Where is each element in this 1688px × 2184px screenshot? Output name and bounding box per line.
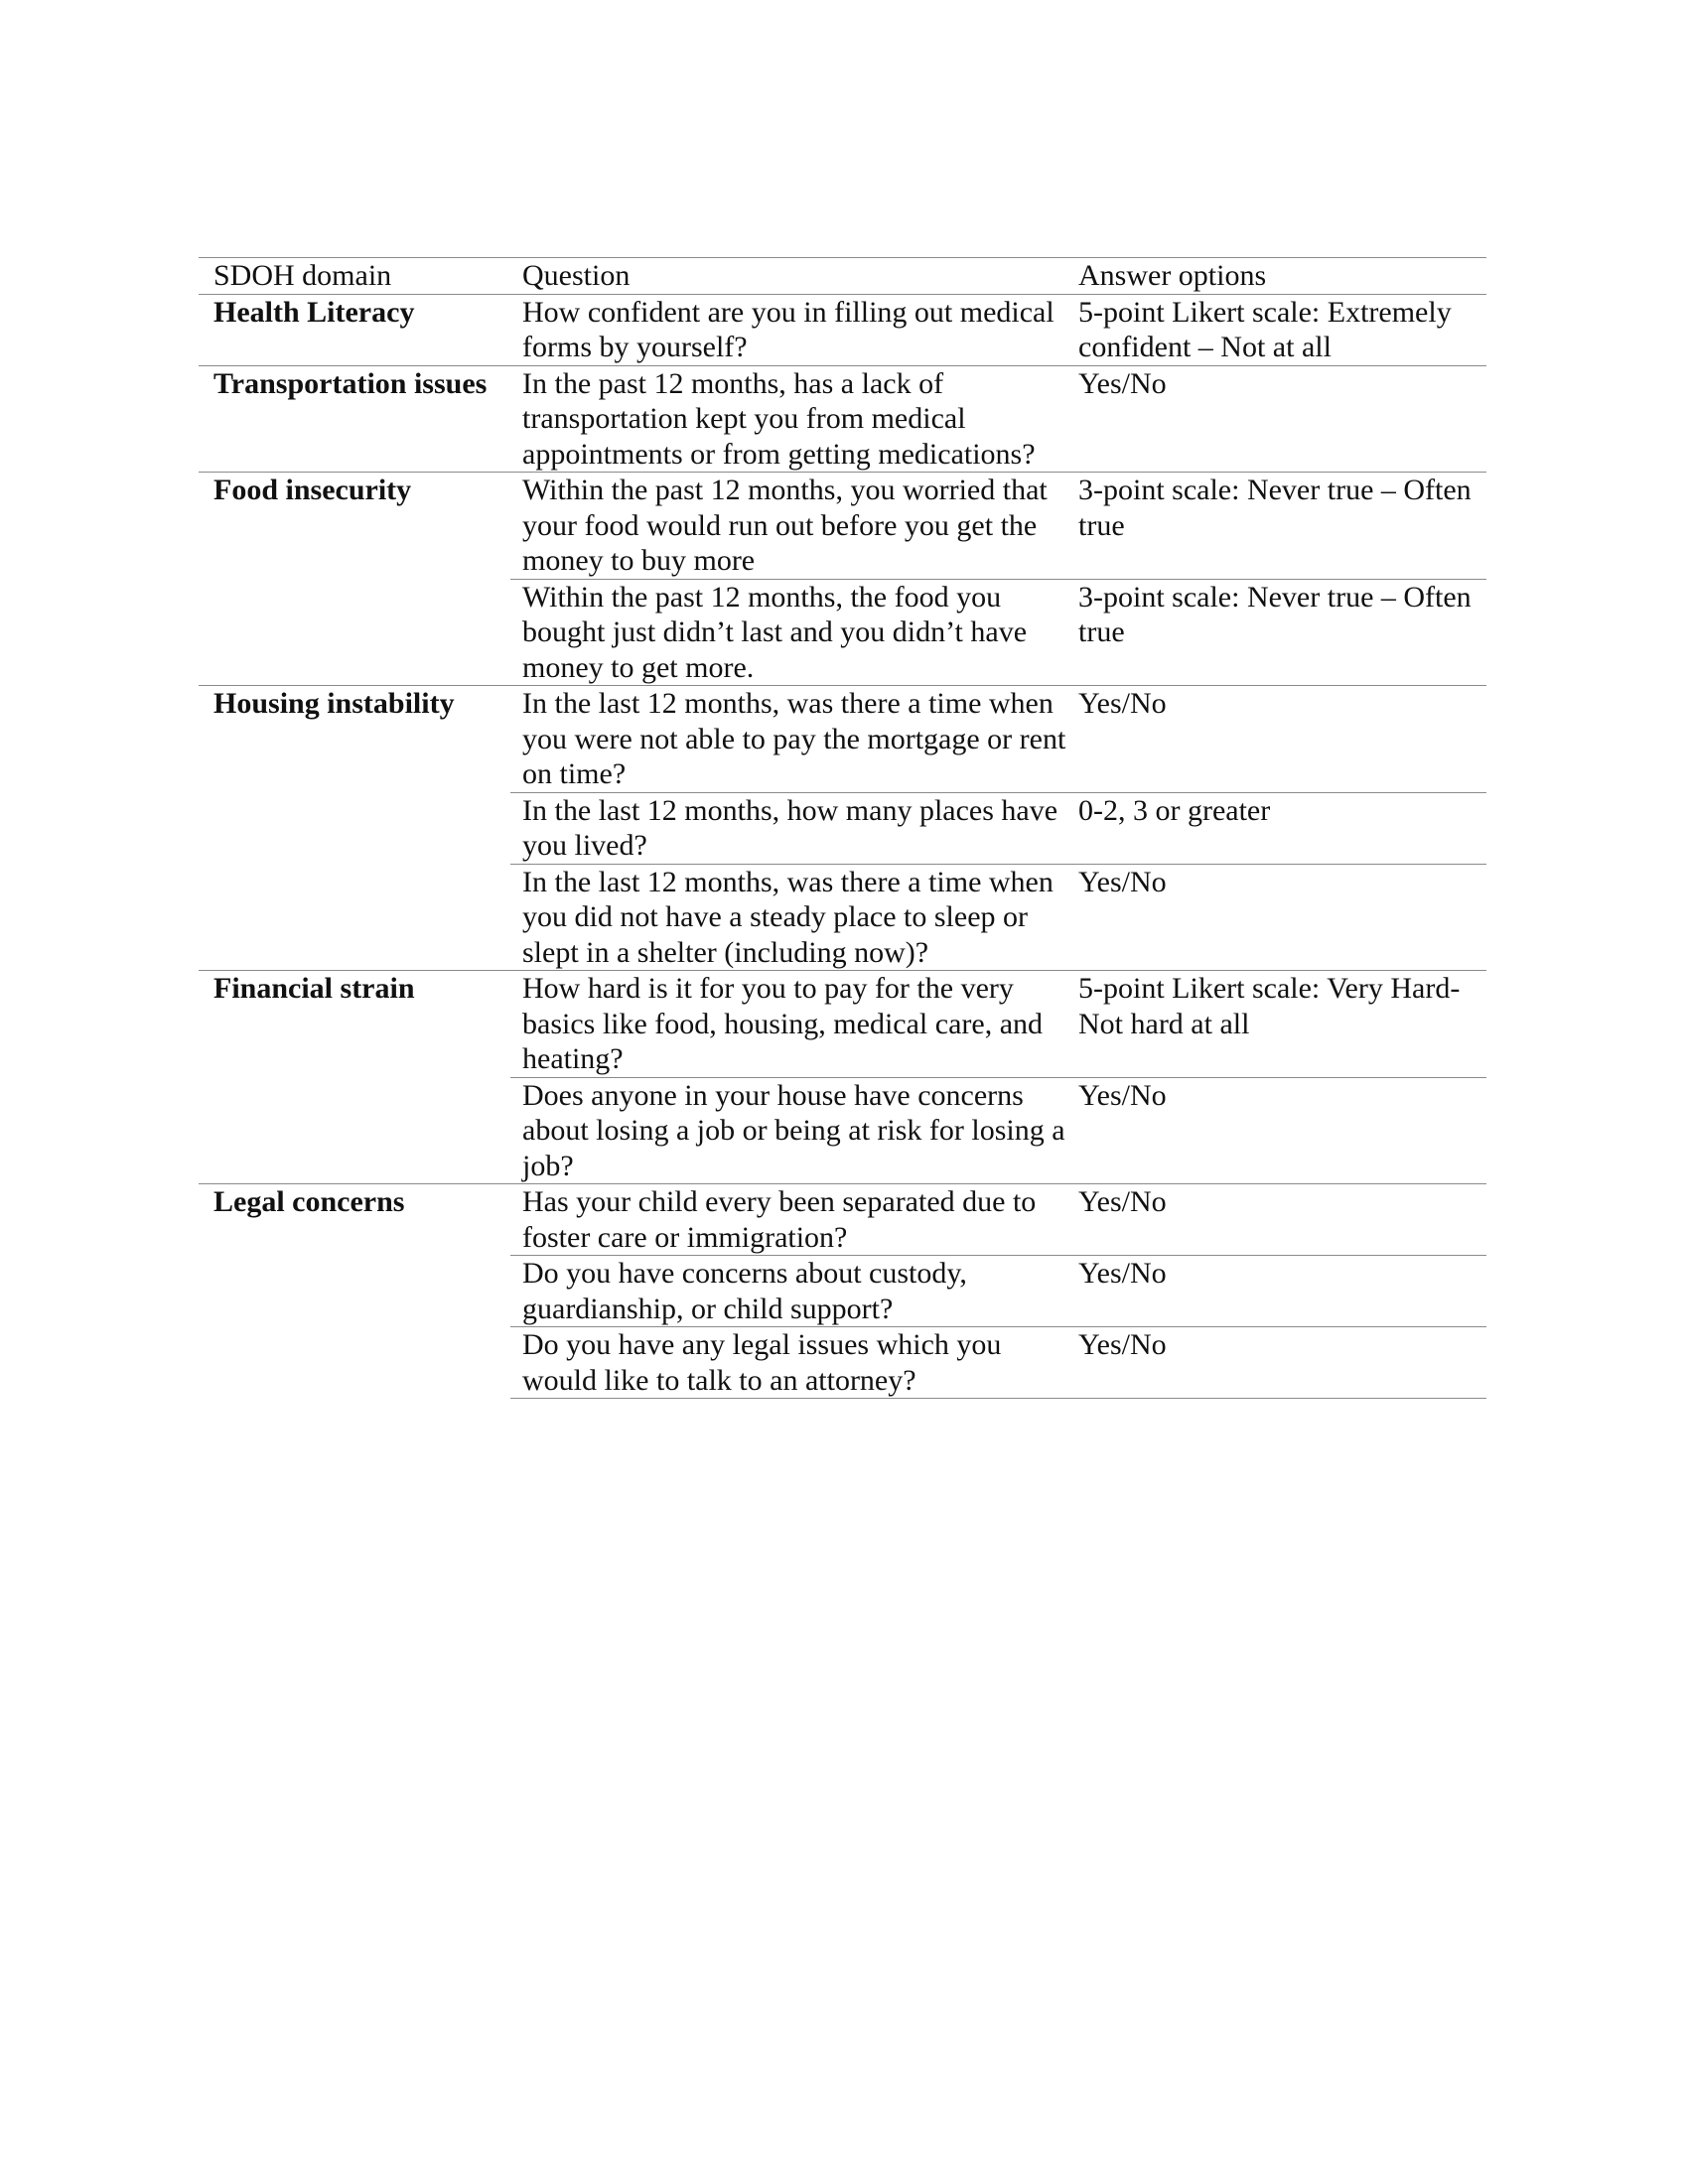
answer-options-cell: 3-point scale: Never true – Often true	[1066, 473, 1486, 580]
answer-options-cell: Yes/No	[1066, 864, 1486, 971]
domain-cell: Financial strain	[199, 971, 510, 1184]
sdoh-questions-table	[199, 257, 1486, 1399]
question-cell: Within the past 12 months, the food you bought just didn’t last and you didn’t have money to get more.	[510, 579, 1066, 686]
answer-options-cell: Yes/No	[1066, 1327, 1486, 1399]
domain-cell: Health Literacy	[199, 294, 510, 365]
question-cell: How hard is it for you to pay for the very basics like food, housing, medical care, and heating?	[510, 971, 1066, 1078]
table-row	[199, 294, 1486, 365]
answer-options-cell: Yes/No	[1066, 1256, 1486, 1327]
answer-options-cell: Yes/No	[1066, 1077, 1486, 1184]
table-row	[199, 473, 1486, 580]
domain-cell: Food insecurity	[199, 473, 510, 686]
domain-cell: Legal concerns	[199, 1184, 510, 1399]
answer-options-cell: Yes/No	[1066, 365, 1486, 473]
question-cell: In the past 12 months, has a lack of transportation kept you from medical appointments or from getting medications?	[510, 365, 1066, 473]
answer-options-cell: 5-point Likert scale: Extremely confident – Not at all	[1066, 294, 1486, 365]
answer-options-cell: Yes/No	[1066, 1184, 1486, 1256]
header-question: Question	[522, 259, 631, 292]
table-row	[199, 686, 1486, 793]
answer-options-cell: 0-2, 3 or greater	[1066, 792, 1486, 864]
table-header	[199, 258, 1486, 295]
question-cell: Do you have any legal issues which you would like to talk to an attorney?	[510, 1327, 1066, 1399]
domain-cell: Transportation issues	[199, 365, 510, 473]
question-cell: In the last 12 months, how many places have you lived?	[510, 792, 1066, 864]
question-cell: In the last 12 months, was there a time when you did not have a steady place to sleep or slept in a shelter (including now)?	[510, 864, 1066, 971]
question-cell: In the last 12 months, was there a time when you were not able to pay the mortgage or rent on time?	[510, 686, 1066, 793]
question-cell: Does anyone in your house have concerns about losing a job or being at risk for losing a job?	[510, 1077, 1066, 1184]
answer-options-cell: 5-point Likert scale: Very Hard- Not hard at all	[1066, 971, 1486, 1078]
answer-options-cell: Yes/No	[1066, 686, 1486, 793]
question-cell: How confident are you in filling out medical forms by yourself?	[510, 294, 1066, 365]
header-row	[199, 258, 1486, 295]
question-cell: Within the past 12 months, you worried that your food would run out before you get the money to buy more	[510, 473, 1066, 580]
answer-options-cell: 3-point scale: Never true – Often true	[1066, 579, 1486, 686]
header-sdoh-domain: SDOH domain	[213, 259, 392, 292]
table-row	[199, 365, 1486, 473]
table-row	[199, 971, 1486, 1078]
question-cell: Do you have concerns about custody, guardianship, or child support?	[510, 1256, 1066, 1327]
table-body	[199, 294, 1486, 1399]
header-answer-options: Answer options	[1078, 259, 1267, 292]
question-cell: Has your child every been separated due to foster care or immigration?	[510, 1184, 1066, 1256]
domain-cell: Housing instability	[199, 686, 510, 971]
table-row	[199, 1184, 1486, 1256]
